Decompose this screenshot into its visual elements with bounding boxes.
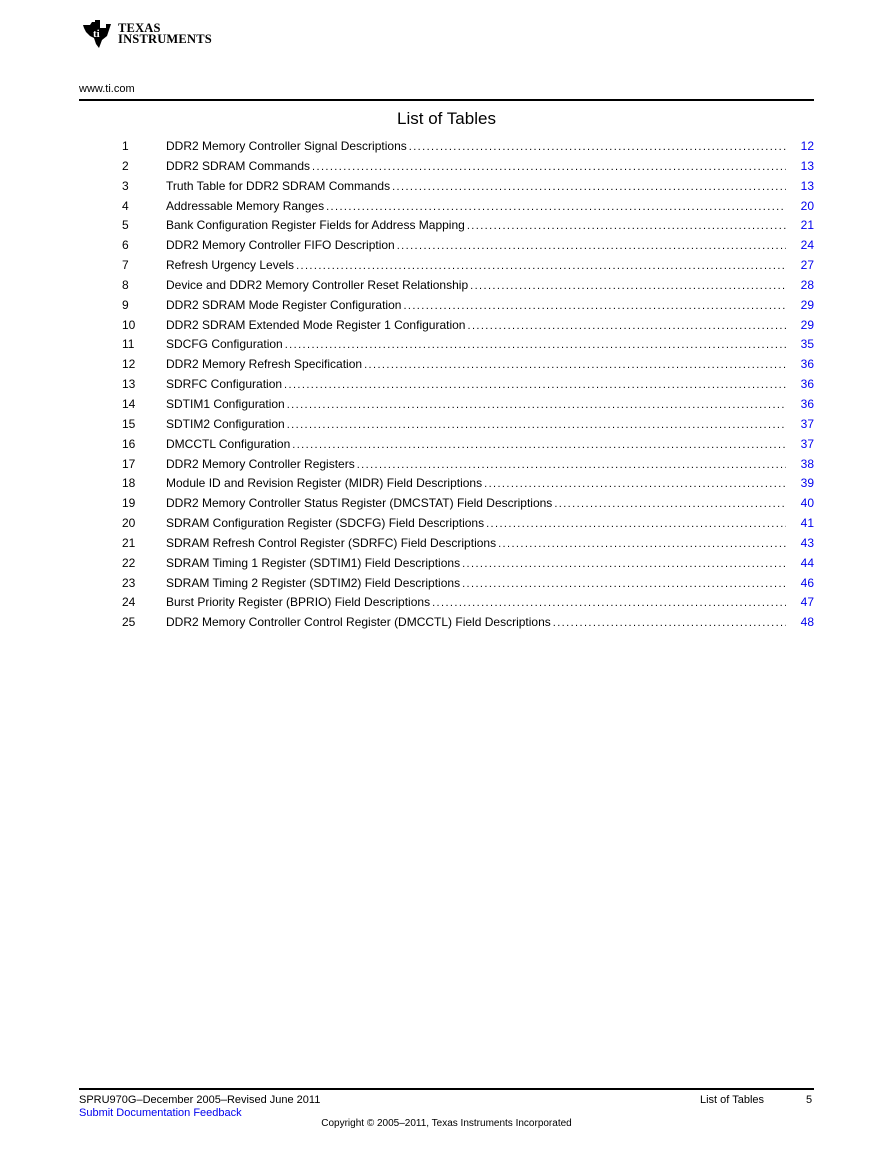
toc-row[interactable] — [122, 298, 814, 318]
toc-page-link[interactable]: 28 — [800, 277, 814, 292]
toc-page-link[interactable]: 36 — [800, 396, 814, 411]
toc-leader-dots — [312, 161, 786, 173]
toc-leader-dots — [392, 181, 786, 193]
toc-table-title[interactable]: SDRAM Timing 2 Register (SDTIM2) Field Descriptions — [166, 575, 461, 590]
toc-page-link[interactable]: 39 — [800, 476, 814, 491]
toc-row[interactable] — [122, 258, 814, 278]
toc-table-number: 4 — [122, 198, 129, 213]
toc-row[interactable] — [122, 218, 814, 238]
toc-row[interactable] — [122, 417, 814, 437]
toc-table-title[interactable]: SDTIM1 Configuration — [166, 396, 285, 411]
svg-text:ti: ti — [93, 28, 100, 40]
toc-row[interactable] — [122, 357, 814, 377]
toc-page-link[interactable]: 21 — [800, 218, 814, 233]
toc-table-number: 10 — [122, 317, 136, 332]
toc-table-title[interactable]: DDR2 Memory Controller Registers — [166, 456, 355, 471]
toc-row[interactable] — [122, 238, 814, 258]
toc-page-link[interactable]: 36 — [800, 377, 814, 392]
toc-row[interactable] — [122, 536, 814, 556]
toc-row[interactable] — [122, 337, 814, 357]
toc-leader-dots — [409, 141, 786, 153]
toc-leader-dots — [432, 597, 786, 609]
toc-leader-dots — [326, 201, 786, 213]
toc-page-link[interactable]: 29 — [800, 297, 814, 312]
toc-page-link[interactable]: 37 — [800, 436, 814, 451]
toc-table-title[interactable]: Addressable Memory Ranges — [166, 198, 325, 213]
toc-table-number: 23 — [122, 575, 136, 590]
toc-leader-dots — [462, 578, 786, 590]
toc-row[interactable] — [122, 278, 814, 298]
toc-table-number: 8 — [122, 277, 129, 292]
toc-leader-dots — [285, 339, 786, 351]
ti-logo — [80, 18, 212, 50]
toc-table-number: 21 — [122, 535, 136, 550]
toc-table-number: 24 — [122, 595, 136, 610]
toc-page-link[interactable]: 13 — [800, 178, 814, 193]
toc-table-number: 22 — [122, 555, 136, 570]
toc-page-link[interactable]: 35 — [800, 337, 814, 352]
ti-logo-icon — [80, 18, 114, 50]
toc-row[interactable] — [122, 397, 814, 417]
toc-row[interactable] — [122, 437, 814, 457]
toc-table-title[interactable]: DDR2 Memory Controller FIFO Description — [166, 238, 395, 253]
toc-table-title[interactable]: SDRAM Configuration Register (SDCFG) Field Descriptions — [166, 516, 485, 531]
toc-leader-dots — [364, 359, 786, 371]
toc-table-title[interactable]: SDRAM Timing 1 Register (SDTIM1) Field Descriptions — [166, 555, 461, 570]
page-title: List of Tables — [397, 109, 496, 128]
toc-page-link[interactable]: 24 — [800, 238, 814, 253]
page-number: 5 — [806, 1094, 813, 1106]
toc-leader-dots — [498, 538, 786, 550]
brand-line-1: TEXAS — [118, 21, 161, 35]
toc-table-number: 17 — [122, 456, 136, 471]
toc-row[interactable] — [122, 576, 814, 596]
toc-table-title[interactable]: Truth Table for DDR2 SDRAM Commands — [166, 178, 391, 193]
toc-page-link[interactable]: 38 — [800, 456, 814, 471]
toc-table-number: 19 — [122, 496, 136, 511]
toc-table-title[interactable]: DDR2 SDRAM Mode Register Configuration — [166, 297, 402, 312]
toc-row[interactable] — [122, 139, 814, 159]
toc-table-title[interactable]: Burst Priority Register (BPRIO) Field Descriptions — [166, 595, 431, 610]
toc-leader-dots — [292, 439, 786, 451]
toc-page-link[interactable]: 46 — [800, 575, 814, 590]
toc-leader-dots — [467, 320, 786, 332]
toc-page-link[interactable]: 43 — [800, 535, 814, 550]
toc-page-link[interactable]: 44 — [800, 555, 814, 570]
footer-section-title: List of Tables — [700, 1094, 765, 1106]
toc-row[interactable] — [122, 377, 814, 397]
toc-table-number: 15 — [122, 416, 136, 431]
toc-page-link[interactable]: 13 — [800, 158, 814, 173]
toc-row[interactable] — [122, 318, 814, 338]
toc-page-link[interactable]: 12 — [800, 139, 814, 153]
toc-table-number: 7 — [122, 258, 129, 273]
site-url[interactable]: www.ti.com — [79, 83, 135, 95]
toc-table-number: 14 — [122, 396, 136, 411]
header-rule — [79, 99, 814, 101]
toc-table-number: 18 — [122, 476, 136, 491]
footer-rule — [79, 1088, 814, 1090]
toc-table-number: 16 — [122, 436, 136, 451]
toc-table-title[interactable]: DDR2 Memory Controller Control Register (DMCCTL) Field Descriptions — [166, 615, 551, 630]
toc-leader-dots — [296, 260, 786, 272]
toc-table-number: 1 — [122, 139, 129, 153]
toc-table-title[interactable]: Bank Configuration Register Fields for Address Mapping — [166, 218, 465, 233]
toc-row[interactable] — [122, 476, 814, 496]
toc-table-number: 12 — [122, 357, 136, 372]
toc-row[interactable] — [122, 199, 814, 219]
toc-table-number: 3 — [122, 178, 129, 193]
toc-table-number: 25 — [122, 615, 136, 630]
toc-table-number: 11 — [122, 337, 135, 352]
toc-leader-dots — [486, 518, 786, 530]
toc-leader-dots — [397, 240, 786, 252]
toc-page-link[interactable]: 27 — [800, 258, 814, 273]
toc-leader-dots — [553, 617, 786, 629]
brand-line-2: INSTRUMENTS — [118, 32, 212, 46]
toc-leader-dots — [403, 300, 786, 312]
document-id: SPRU970G–December 2005–Revised June 2011 — [79, 1094, 321, 1106]
toc-page-link[interactable]: 47 — [800, 595, 814, 610]
toc-page-link[interactable]: 36 — [800, 357, 814, 372]
toc-row[interactable] — [122, 556, 814, 576]
toc-leader-dots — [287, 399, 786, 411]
toc-page-link[interactable]: 40 — [800, 496, 814, 511]
ti-logo-wordmark — [118, 23, 212, 45]
toc-table-title[interactable]: DMCCTL Configuration — [166, 436, 291, 451]
toc-table-title[interactable]: Refresh Urgency Levels — [166, 258, 295, 273]
toc-leader-dots — [467, 220, 786, 232]
toc-table-title[interactable]: DDR2 SDRAM Extended Mode Register 1 Configuration — [166, 317, 466, 332]
list-of-tables — [122, 139, 814, 635]
toc-table-title[interactable]: SDCFG Configuration — [166, 337, 283, 352]
toc-page-link[interactable]: 41 — [800, 516, 814, 531]
toc-table-title[interactable]: DDR2 Memory Controller Status Register (DMCSTAT) Field Descriptions — [166, 496, 553, 511]
toc-table-number: 20 — [122, 516, 136, 531]
toc-table-title[interactable]: DDR2 Memory Refresh Specification — [166, 357, 363, 372]
toc-row[interactable] — [122, 179, 814, 199]
toc-table-title[interactable]: SDTIM2 Configuration — [166, 416, 285, 431]
toc-table-title[interactable]: Device and DDR2 Memory Controller Reset Relationship — [166, 277, 469, 292]
toc-row[interactable] — [122, 516, 814, 536]
copyright: Copyright © 2005–2011, Texas Instruments Incorporated — [321, 1118, 572, 1129]
toc-table-title[interactable]: Module ID and Revision Register (MIDR) Field Descriptions — [166, 476, 483, 491]
toc-row[interactable] — [122, 615, 814, 635]
toc-leader-dots — [554, 498, 786, 510]
toc-page-link[interactable]: 48 — [800, 615, 814, 630]
toc-row[interactable] — [122, 159, 814, 179]
toc-table-number: 2 — [122, 158, 129, 173]
toc-table-title[interactable]: SDRFC Configuration — [166, 377, 283, 392]
toc-page-link[interactable]: 37 — [800, 416, 814, 431]
toc-leader-dots — [284, 379, 786, 391]
toc-table-title[interactable]: DDR2 Memory Controller Signal Descriptions — [166, 139, 407, 153]
toc-row[interactable] — [122, 595, 814, 615]
toc-table-title[interactable]: DDR2 SDRAM Commands — [166, 158, 311, 173]
toc-table-number: 6 — [122, 238, 129, 253]
toc-page-link[interactable]: 20 — [800, 198, 814, 213]
toc-table-number: 13 — [122, 377, 136, 392]
toc-leader-dots — [484, 478, 786, 490]
toc-row[interactable] — [122, 496, 814, 516]
toc-row[interactable] — [122, 457, 814, 477]
toc-leader-dots — [357, 459, 786, 471]
toc-leader-dots — [462, 558, 786, 570]
toc-leader-dots — [287, 419, 786, 431]
toc-leader-dots — [470, 280, 786, 292]
toc-table-number: 9 — [122, 297, 129, 312]
feedback-link[interactable]: Submit Documentation Feedback — [79, 1107, 242, 1119]
toc-table-number: 5 — [122, 218, 129, 233]
toc-table-title[interactable]: SDRAM Refresh Control Register (SDRFC) Field Descriptions — [166, 535, 497, 550]
toc-page-link[interactable]: 29 — [800, 317, 814, 332]
